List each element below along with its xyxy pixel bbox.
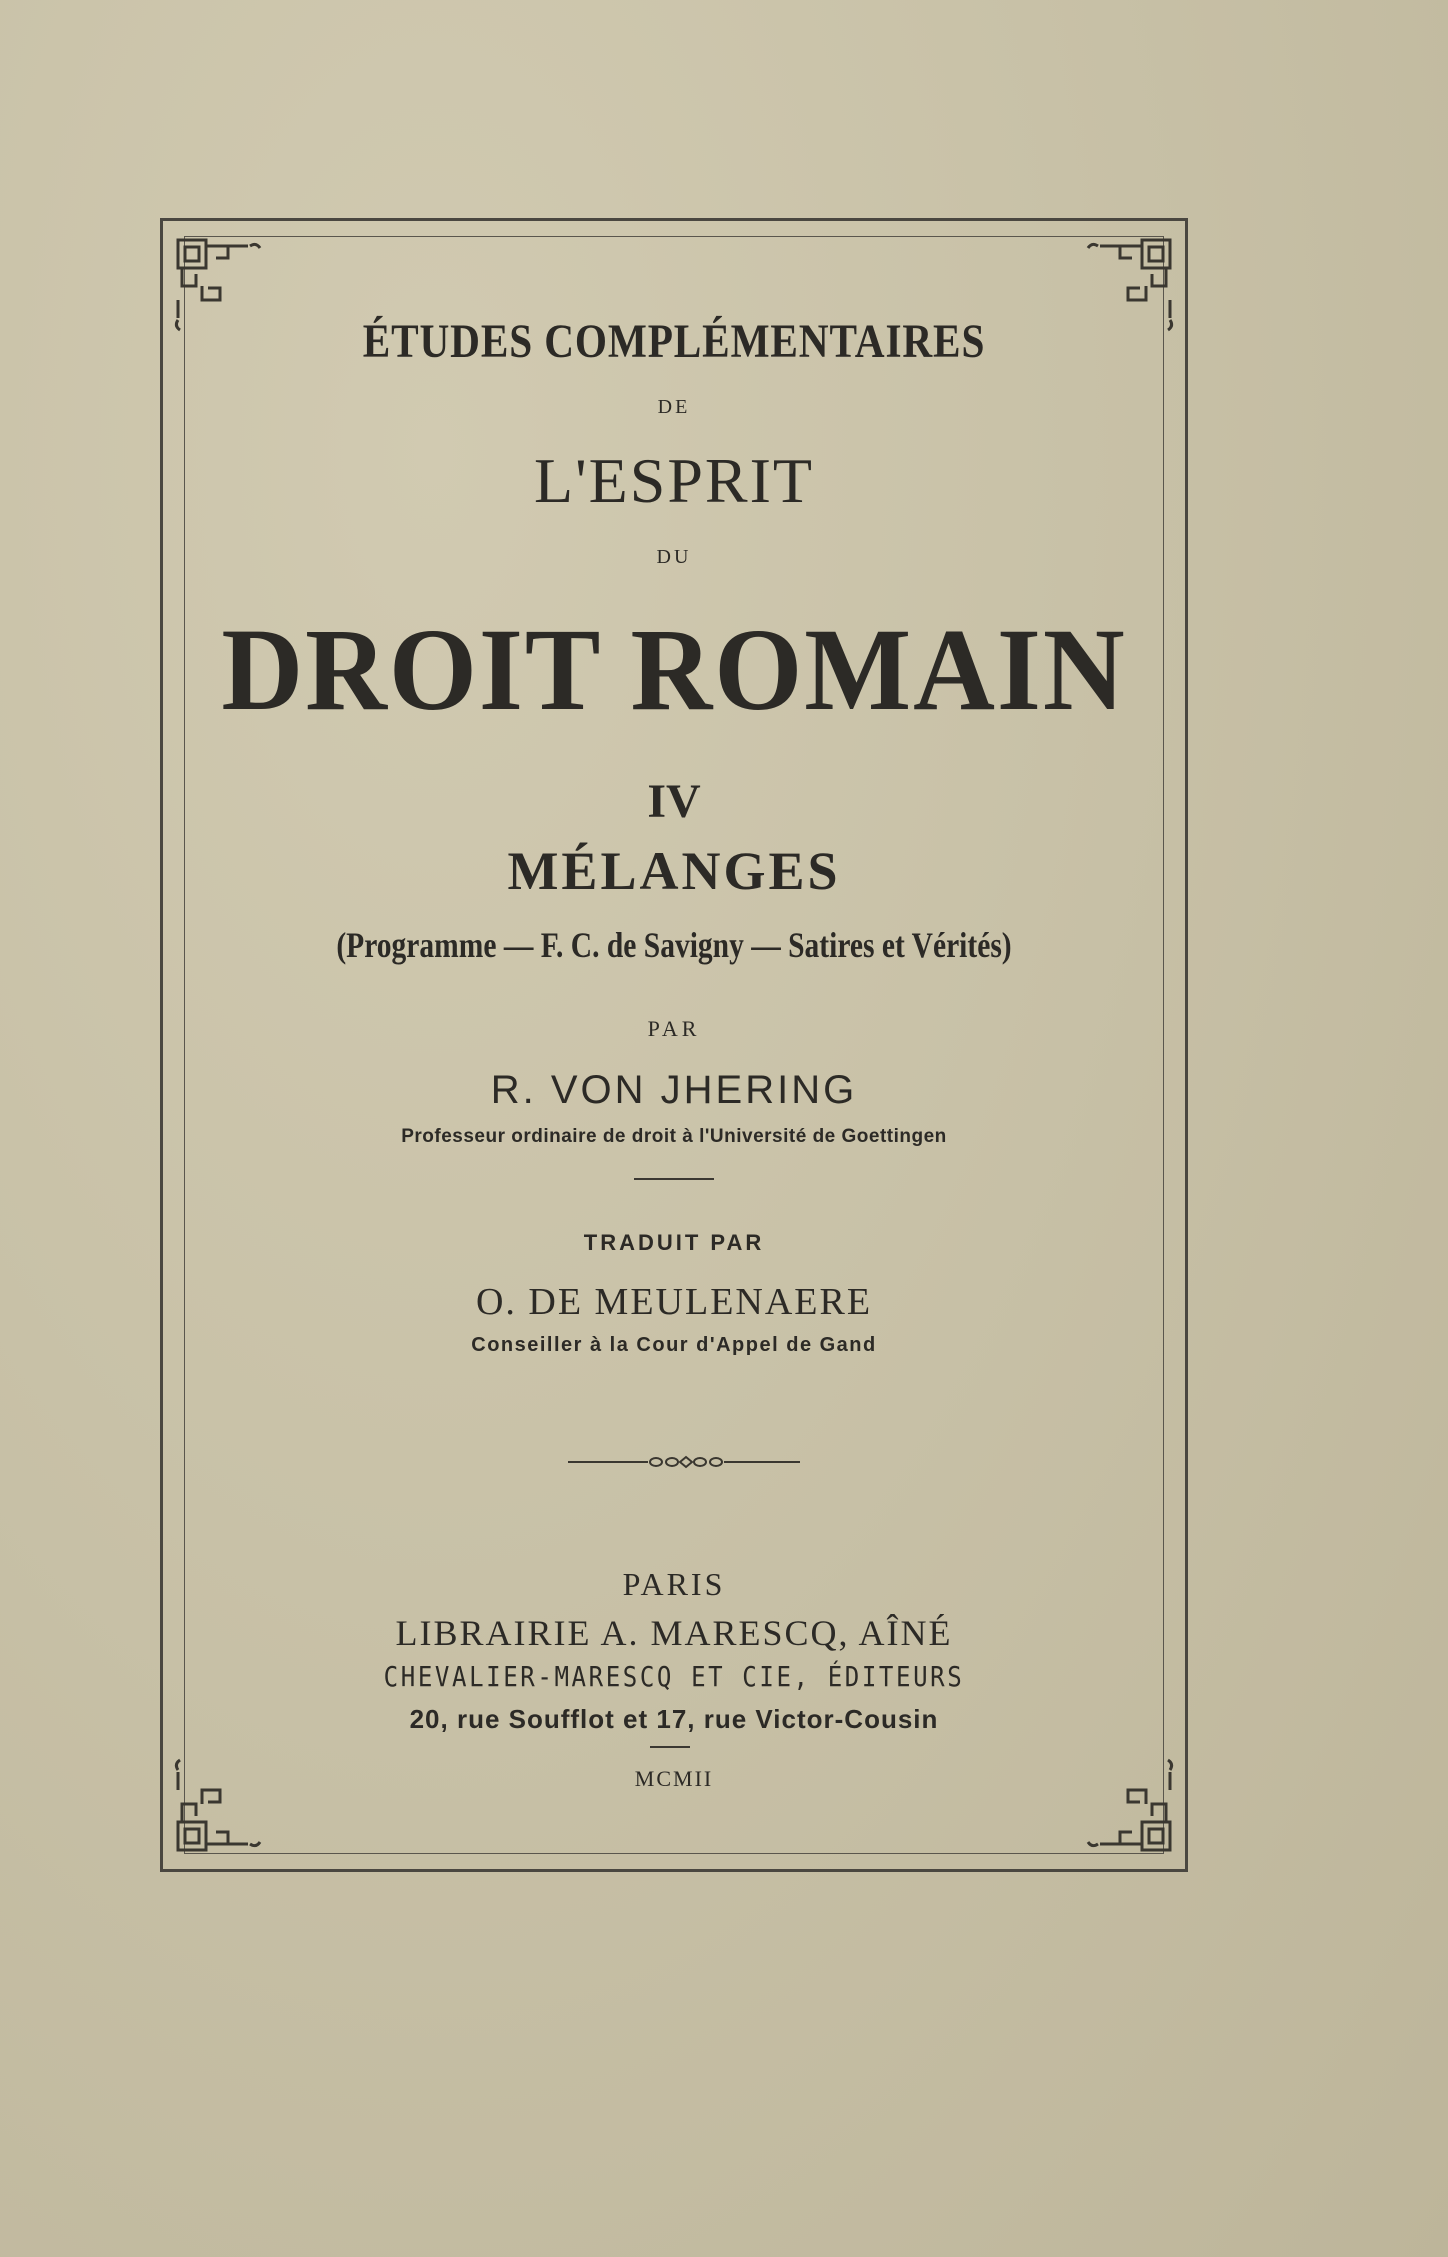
- work-title-line2: DROIT ROMAIN: [221, 604, 1127, 735]
- volume-contents: (Programme — F. C. de Savigny — Satires et Vérités): [336, 925, 1012, 965]
- tiny-rule: [650, 1746, 690, 1748]
- volume-number: IV: [647, 775, 701, 828]
- title-page-content: [184, 236, 1164, 1854]
- author-title: Professeur ordinaire de droit à l'Université de Goettingen: [401, 1126, 947, 1147]
- series-title: ÉTUDES COMPLÉMENTAIRES: [362, 315, 986, 368]
- translator-title: Conseiller à la Cour d'Appel de Gand: [471, 1334, 877, 1356]
- by-label: PAR: [647, 1016, 701, 1041]
- imprint-city: PARIS: [622, 1566, 726, 1602]
- translated-by-label: TRADUIT PAR: [583, 1230, 765, 1255]
- editors-line: CHEVALIER-MARESCQ ET CIE, ÉDITEURS: [383, 1660, 965, 1693]
- author-name: R. VON JHERING: [490, 1068, 858, 1112]
- work-title-line1: L'ESPRIT: [534, 445, 814, 516]
- connector-du: DU: [656, 546, 692, 568]
- volume-title: MÉLANGES: [507, 841, 841, 901]
- connector-de: DE: [657, 396, 691, 418]
- publisher-name: LIBRAIRIE A. MARESCQ, AÎNÉ: [395, 1613, 953, 1653]
- publication-year: MCMII: [634, 1766, 714, 1791]
- publisher-address: 20, rue Soufflot et 17, rue Victor-Cousin: [409, 1704, 939, 1734]
- short-rule: [634, 1178, 714, 1180]
- ornamental-rule-icon: [568, 1454, 800, 1470]
- translator-name: O. DE MEULENAERE: [475, 1281, 873, 1323]
